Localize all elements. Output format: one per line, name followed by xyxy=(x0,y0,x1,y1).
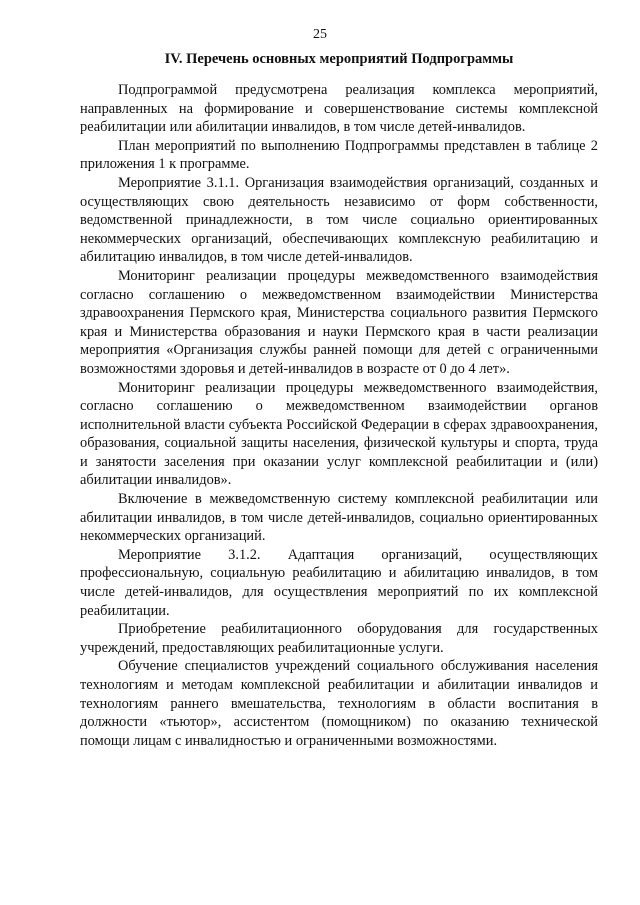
paragraph-training: Обучение специалистов учреждений социального обслуживания населения технологиям и методам комплексной реабилитации и абилитации инвалидов и технологиям раннего вмешательства, технологиям в области воспитания в должности «тьютор», ассистентом (помощником) по оказанию технической помощи лицам с инвалидностью и ограниченными возможностями. xyxy=(80,658,598,749)
paragraph-measure-3-1-1: Мероприятие 3.1.1. Организация взаимодействия организаций, созданных и осуществляющих свою деятельность независимо от форм собственности, ведомственной принадлежности, в том числе социально ориентированных некоммерческих организаций, обеспечивающих комплексную реабилитацию и абилитацию инвалидов, в том числе детей-инвалидов. xyxy=(80,174,598,266)
paragraph-inclusion: Включение в межведомственную систему комплексной реабилитации или абилитации инвалидов, в том числе детей-инвалидов, социально ориентированных некоммерческих организаций. xyxy=(80,491,598,545)
paragraph-monitoring-ministries: Мониторинг реализации процедуры межведомственного взаимодействия согласно соглашению о межведомственном взаимодействии Министерства здравоохранения Пермского края, Министерства социального развития Пермского края и Министерства образования и науки Пермского края в части реализации мероприятия «Организация службы ранней помощи для детей с ограниченными возможностями здоровья и детей-инвалидов в возрасте от 0 до 4 лет». xyxy=(80,267,598,377)
paragraph-intro: Подпрограммой предусмотрена реализация комплекса мероприятий, направленных на формирование и совершенствование системы комплексной реабилитации или абилитации инвалидов, в том числе детей-инвалидов. xyxy=(80,82,598,136)
section-heading: IV. Перечень основных мероприятий Подпрограммы xyxy=(164,51,514,67)
body-text xyxy=(80,81,598,750)
paragraph-monitoring-authorities: Мониторинг реализации процедуры межведомственного взаимодействия, согласно соглашению о межведомственном взаимодействии органов исполнительной власти субъекта Российской Федерации в сферах здравоохранения, образования, социальной защиты населения, физической культуры и спорта, труда и занятости заселения при оказании услуг комплексной реабилитации и (или) абилитации инвалидов». xyxy=(80,379,598,489)
paragraph-equipment: Приобретение реабилитационного оборудования для государственных учреждений, предоставляющих реабилитационные услуги. xyxy=(80,621,598,656)
paragraph-measure-3-1-2: Мероприятие 3.1.2. Адаптация организаций, осуществляющих профессиональную, социальную реабилитацию и абилитацию инвалидов, в том числе детей-инвалидов, для осуществления мероприятий по их комплексной реабилитации. xyxy=(80,546,598,619)
paragraph-plan: План мероприятий по выполнению Подпрограммы представлен в таблице 2 приложения 1 к программе. xyxy=(80,137,598,173)
page-number: 25 xyxy=(313,27,327,42)
